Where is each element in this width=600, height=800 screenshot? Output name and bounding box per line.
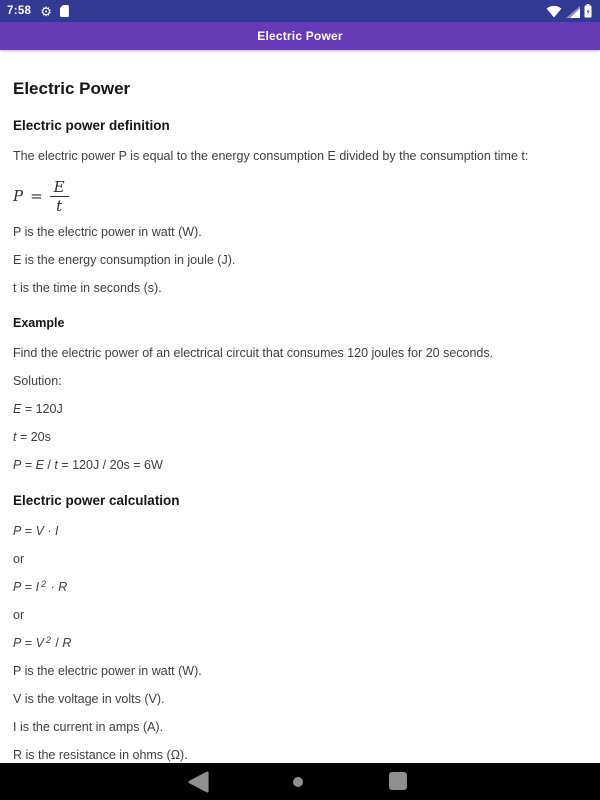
paragraph: or — [13, 608, 25, 622]
app-bar-title: Electric Power — [257, 29, 343, 43]
heading-h3: Example — [13, 316, 65, 330]
formula-line: t = 20s — [13, 430, 51, 444]
sd-card-icon — [60, 5, 69, 17]
formula-line: E = 120J — [13, 402, 63, 416]
app-bar — [0, 22, 600, 50]
paragraph: Solution: — [13, 374, 62, 388]
paragraph: The electric power P is equal to the energy consumption E divided by the consumption time t: — [13, 149, 529, 163]
heading-h2: Electric power calculation — [13, 493, 180, 508]
paragraph: t is the time in seconds (s). — [13, 281, 162, 295]
paragraph: P is the electric power in watt (W). — [13, 664, 202, 678]
formula-line: P = V · I — [13, 524, 59, 538]
status-bar — [0, 0, 600, 22]
heading-h2: Electric power definition — [13, 118, 170, 133]
formula-fraction: P = $\frac{E}{t}$ — [13, 177, 586, 215]
back-button[interactable] — [188, 771, 209, 793]
settings-gear-icon: ⚙ — [40, 3, 52, 19]
home-button[interactable] — [293, 777, 303, 787]
content-scroll[interactable] — [0, 50, 600, 763]
formula-line: P = V $^2$ / R — [13, 635, 72, 650]
battery-icon — [584, 4, 592, 18]
paragraph: E is the energy consumption in joule (J). — [13, 253, 236, 267]
cell-signal-icon — [566, 6, 580, 18]
heading-h1: Electric Power — [13, 79, 131, 98]
formula-line: P = E / t = 120J / 20s = 6W — [13, 458, 163, 472]
formula-line: P = I $^2$ · R — [13, 579, 68, 594]
status-time: 7:58 — [7, 5, 32, 17]
paragraph: Find the electric power of an electrical circuit that consumes 120 joules for 20 seconds. — [13, 346, 494, 360]
recents-button[interactable] — [389, 772, 407, 790]
paragraph: V is the voltage in volts (V). — [13, 692, 165, 706]
paragraph: I is the current in amps (A). — [13, 720, 164, 734]
paragraph: P is the electric power in watt (W). — [13, 225, 202, 239]
paragraph: or — [13, 552, 25, 566]
nav-bar — [0, 763, 600, 800]
paragraph: R is the resistance in ohms (Ω). — [13, 748, 188, 762]
wifi-icon — [546, 5, 562, 18]
